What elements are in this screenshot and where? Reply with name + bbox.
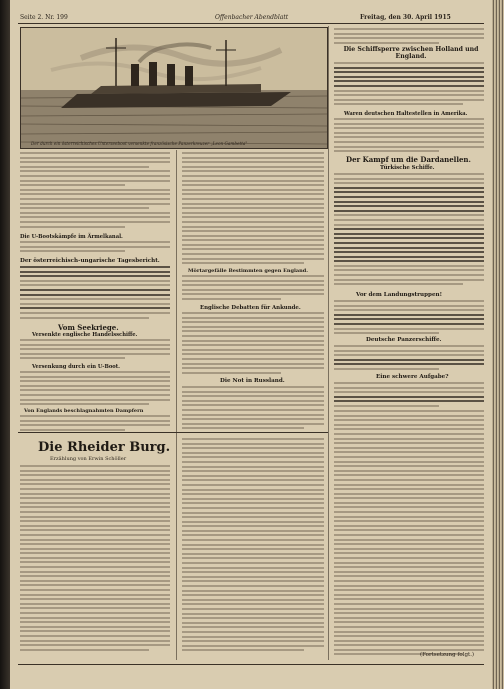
headline-uboot: Die U-Bootskämpfe im Ärmelkanal. [20, 234, 123, 240]
col3-text-b [334, 62, 484, 108]
paper-name: Offenbacher Abendblatt [215, 14, 289, 21]
col3-text-g [334, 382, 484, 410]
col2-text-a [182, 152, 324, 267]
page-date: Freitag, den 30. April 1915 [360, 14, 451, 21]
page-stack-edge [492, 0, 504, 689]
headline-dardanellen: Der Kampf um die Dardanellen. [346, 155, 471, 164]
col2-text-d [182, 386, 324, 432]
column-rule-1 [176, 150, 177, 660]
headline-aufgabe: Eine schwere Aufgabe? [376, 374, 449, 380]
col3-text-f [334, 345, 484, 373]
ship-drawing [21, 28, 327, 148]
feuilleton-subtitle: Erzählung von Erwin Schöller [50, 456, 127, 462]
headline-dampfer: Von Englands beschlagnahmten Dampfern [24, 408, 144, 414]
col3-text-c [334, 118, 484, 155]
column-rule-2 [328, 26, 329, 660]
col3-text-a [334, 28, 484, 46]
col1-text-c [20, 266, 170, 321]
headline-mortar: Mörtargefälle Bestimmten gegen England. [188, 268, 309, 274]
col3-text-d [334, 173, 484, 288]
headline-landungstruppen: Vor dem Landungstruppen! [356, 292, 443, 298]
masthead-rule [18, 23, 484, 24]
headline-panzerschiffe: Deutsche Panzerschiffe. [366, 337, 442, 343]
col2-text-c [182, 312, 324, 376]
bottom-rule [18, 664, 484, 665]
continued-note: (Fortsetzung folgt.) [420, 652, 475, 658]
headline-debatten: Englische Debatten für Ankunde. [200, 305, 301, 311]
col1-text-a [20, 152, 170, 230]
page-label: Seite 2. Nr. 199 [20, 14, 68, 21]
col3-text-e [334, 300, 484, 337]
headline-handelsschiffe: Versenkte englische Handelsschiffe. [32, 332, 138, 338]
headline-russland: Die Not in Russland. [220, 378, 285, 384]
headline-schiffsperre: Die Schiffsperre zwischen Holland und England. [343, 46, 479, 60]
col1-text-d [20, 339, 170, 362]
feuilleton-rule [18, 432, 328, 433]
image-caption: Der durch ein österreichisches Unterseeboot versenkte französische Panzerkreuzer „Leon Gambetta" [31, 141, 248, 146]
headline-tuerkische: Türkische Schiffe. [380, 165, 435, 171]
headline-tagesbericht: Der österreichisch-ungarische Tagesbericht. [20, 258, 160, 264]
feuilleton-col1-text [20, 465, 170, 653]
col2-text-b [182, 275, 324, 303]
feuilleton-title: Die Rheider Burg. [38, 440, 171, 455]
feuilleton-col3-text [334, 410, 484, 658]
col1-text-b [20, 241, 170, 255]
headline-amerika: Waren deutschen Haltestellen in Amerika. [344, 111, 468, 117]
newspaper-page [10, 0, 492, 689]
ship-illustration [20, 27, 328, 149]
book-spine [0, 0, 10, 689]
feuilleton-col2-text [182, 438, 324, 654]
col1-text-f [20, 415, 170, 433]
headline-versenkung: Versenkung durch ein U-Boot. [32, 364, 120, 370]
headline-seekrieg: Vom Seekriege. [58, 323, 119, 332]
col1-text-e [20, 371, 170, 408]
